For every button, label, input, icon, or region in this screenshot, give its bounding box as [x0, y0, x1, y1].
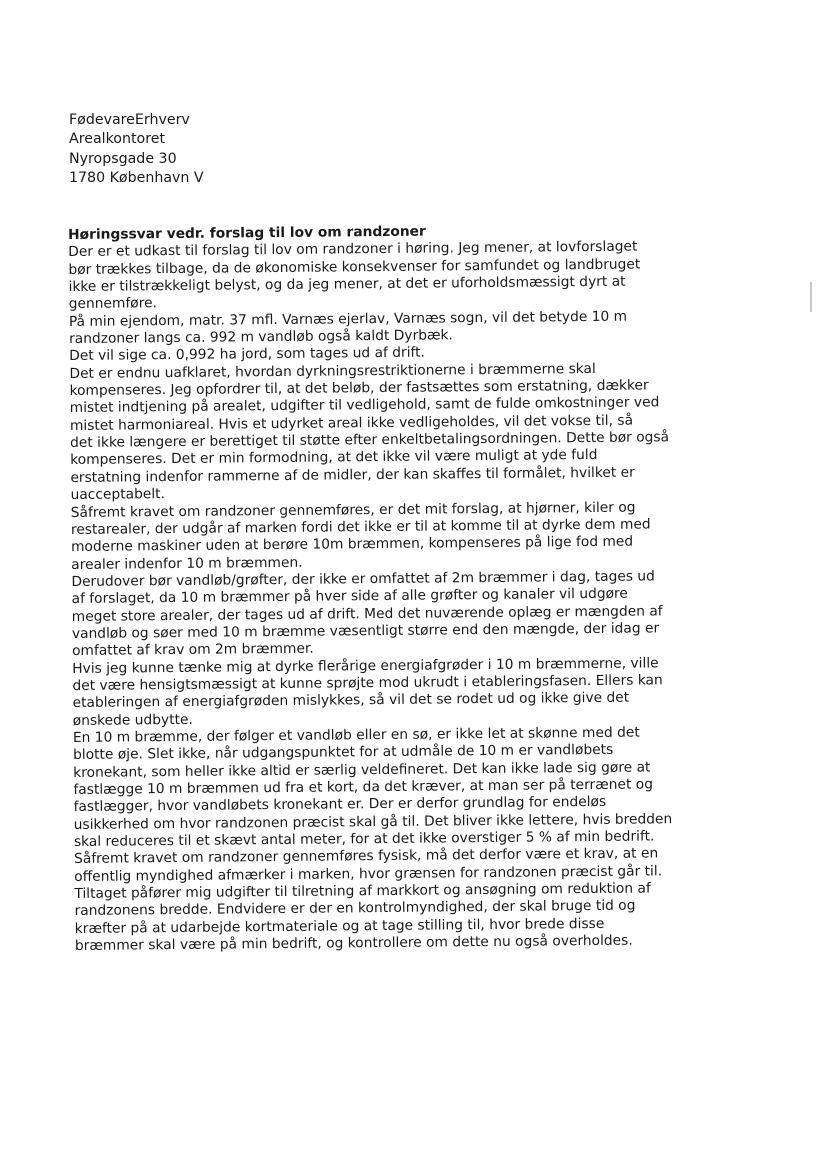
body-line: bør trækkes tilbage, da de økonomiske konsekvenser for samfundet og landbruget [68, 256, 641, 278]
body-line: Der er et udkast til forslag til lov om randzoner i høring. Jeg mener, at lovforslaget [68, 238, 638, 261]
body-line: Tiltaget påfører mig udgifter til tilretning af markkort og ansøgning om reduktion af [74, 880, 651, 903]
body-line: mistet harmoniareal. Hvis et udyrket areal ikke vedligeholdes, vil det vokse til, så [69, 412, 634, 434]
body-line: restarealer, der udgår af marken fordi det ikke er til at komme til at dyrke dem med [70, 516, 651, 538]
body-line: erstatning indenfor rammerne af de midler, der kan skaffes til formålet, hvilket er [70, 464, 635, 486]
body-line: mistet indtjening på arealet, udgifter til vedligehold, samt de fulde omkostninger ved [69, 394, 660, 417]
body-line: kræfter på at udarbejde kortmateriale og at tage stilling til, hvor brede disse [74, 915, 605, 937]
body-line: det ikke længere er berettiget til støtte efter enkeltbetalingsordningen. Dette bør også [69, 429, 670, 452]
body-line: gennemføre. [68, 295, 158, 313]
body-line: moderne maskiner uden at berøre 10m bræmmen, kompenseres på lige fod med [70, 533, 634, 556]
letter-subject: Høringssvar vedr. forslag til lov om randzoner [68, 223, 426, 243]
recipient-address [69, 111, 204, 189]
recipient-line: Nyropsgade 30 [69, 150, 177, 167]
body-line: På min ejendom, matr. 37 mfl. Varnæs ejerlav, Varnæs sogn, vil det betyde 10 m [68, 308, 628, 330]
body-line: ikke er tilstrækkeligt belyst, og da jeg mener, at det er uforholdsmæssigt dyrt at [68, 273, 626, 296]
body-line: kronekant, som heller ikke altid er særlig veldefineret. Det kan ikke lade sig gøre at [73, 759, 651, 781]
body-line: meget store arealer, der tages ud af drift. Med det nuværende oplæg er mængden af [71, 602, 663, 625]
body-line: omfattet af krav om 2m bræmmer. [71, 640, 314, 660]
body-line: skal reduceres til et skævt antal meter, for at det ikke overstiger 5 % af min bedrift. [73, 828, 655, 851]
body-line: randzoner langs ca. 992 m vandløb også kaldt Dyrbæk. [68, 327, 453, 348]
body-line: En 10 m bræmme, der følger et vandløb eller en sø, er ikke let at skønne med det [72, 724, 640, 746]
letter-body [68, 220, 765, 955]
body-line: fastlægger, hvor vandløbets kronekant er. Der er derfor grundlag for endeløs [73, 794, 607, 816]
body-line: Såfremt kravet om randzoner gennemføres fysisk, må det derfor være et krav, at en [73, 845, 659, 868]
scan-margin-mark [810, 282, 812, 312]
body-line: kompenseres. Det er min formodning, at det ikke vil være muligt at yde fuld [70, 447, 598, 469]
body-line: bræmmer skal være på min bedrift, og kontrollere om dette nu også overholdes. [74, 932, 633, 955]
body-line: uacceptabelt. [70, 486, 166, 504]
body-line: Det er endnu uafklaret, hvordan dyrkningsrestriktionerne i bræmmerne skal [69, 360, 596, 382]
body-line: randzonens bredde. Endvidere er der en kontrolmyndighed, der skal bruge tid og [74, 897, 636, 920]
body-line: Derudover bør vandløb/grøfter, der ikke er omfattet af 2m bræmmer i dag, tages ud [71, 568, 655, 590]
recipient-line: Arealkontoret [69, 131, 166, 148]
recipient-line: FødevareErhverv [69, 112, 190, 128]
body-line: offentlig myndighed afmærker i marken, hvor grænsen for randzonen præcist går til. [74, 863, 663, 885]
body-line: af forslaget, da 10 m bræmmer på hver side af alle grøfter og kanaler vil udgøre [71, 585, 628, 608]
body-line: fastlægge 10 m bræmmen ud fra et kort, da det kræver, at man ser på terrænet og [73, 776, 654, 798]
body-line: etableringen af energiafgrøden mislykkes, så vil det se rodet ud og ikke give det [72, 689, 630, 712]
body-line: det være hensigtsmæssigt at kunne sprøjte mod ukrudt i etableringsfasen. Ellers kan [72, 672, 663, 694]
body-line: Hvis jeg kunne tænke mig at dyrke flerårige energiafgrøder i 10 m bræmmerne, ville [72, 654, 659, 677]
body-line: Såfremt kravet om randzoner gennemføres, er det mit forslag, at hjørner, kiler og [70, 499, 636, 521]
body-line: vandløb og søer med 10 m bræmme væsentligt større end den mængde, der idag er [71, 620, 660, 642]
body-line: blotte øje. Slet ikke, når udgangspunktet for at udmåle de 10 m er vandløbets [72, 742, 614, 764]
body-line: Det vil sige ca. 0,992 ha jord, som tages ud af drift. [69, 344, 425, 365]
body-line: arealer indenfor 10 m bræmmen. [71, 554, 303, 573]
body-line: kompenseres. Jeg opfordrer til, at det beløb, der fastsættes som erstatning, dækker [69, 377, 649, 400]
body-line: ønskede udbytte. [72, 711, 193, 729]
recipient-line: 1780 København V [69, 170, 204, 187]
body-line: usikkerhed om hvor randzonen præcist skal gå til. Det bliver ikke lettere, hvis bredden [73, 810, 673, 833]
